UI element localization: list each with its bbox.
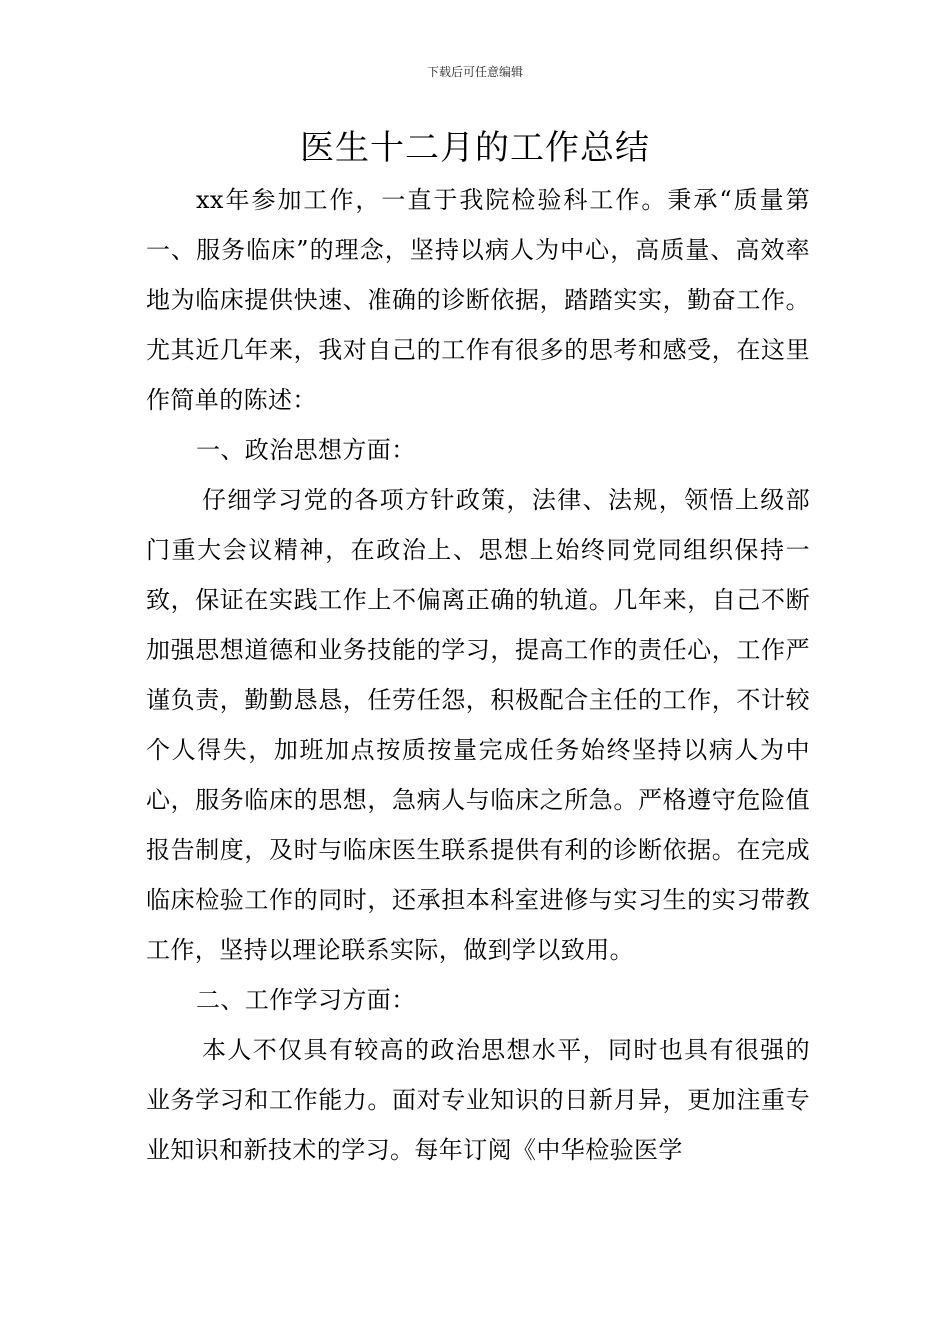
section-heading-politics: 一、政治思想方面：	[196, 436, 416, 464]
section-heading-work-study: 二、工作学习方面：	[196, 986, 416, 1014]
document-body	[146, 175, 810, 1175]
document-title: 医生十二月的工作总结	[300, 128, 650, 168]
page-header-note: 下载后可任意编辑	[426, 65, 523, 79]
paragraph-politics: 仔细学习党的各项方针政策，法律、法规，领悟上级部门重大会议精神，在政治上、思想上始终同党同组织保持一致，保证在实践工作上不偏离正确的轨道。几年来，自己不断加强思想道德和业务技能的学习，提高工作的责任心，工作严谨负责，勤勤恳恳，任劳任怨，积极配合主任的工作，不计较个人得失，加班加点按质按量完成任务始终坚持以病人为中心，服务临床的思想，急病人与临床之所急。严格遵守危险值报告制度，及时与临床医生联系提供有利的诊断依据。在完成临床检验工作的同时，还承担本科室进修与实习生的实习带教工作，坚持以理论联系实际，做到学以致用。	[146, 486, 810, 964]
paragraph-work-study: 本人不仅具有较高的政治思想水平，同时也具有很强的业务学习和工作能力。面对专业知识的日新月异，更加注重专业知识和新技术的学习。每年订阅《中华检验医学	[146, 1036, 810, 1164]
paragraph-intro: xx年参加工作，一直于我院检验科工作。秉承“质量第一、服务临床”的理念，坚持以病人为中心，高质量、高效率地为临床提供快速、准确的诊断依据，踏踏实实，勤奋工作。尤其近几年来，我对自己的工作有很多的思考和感受，在这里作简单的陈述：	[146, 186, 810, 414]
